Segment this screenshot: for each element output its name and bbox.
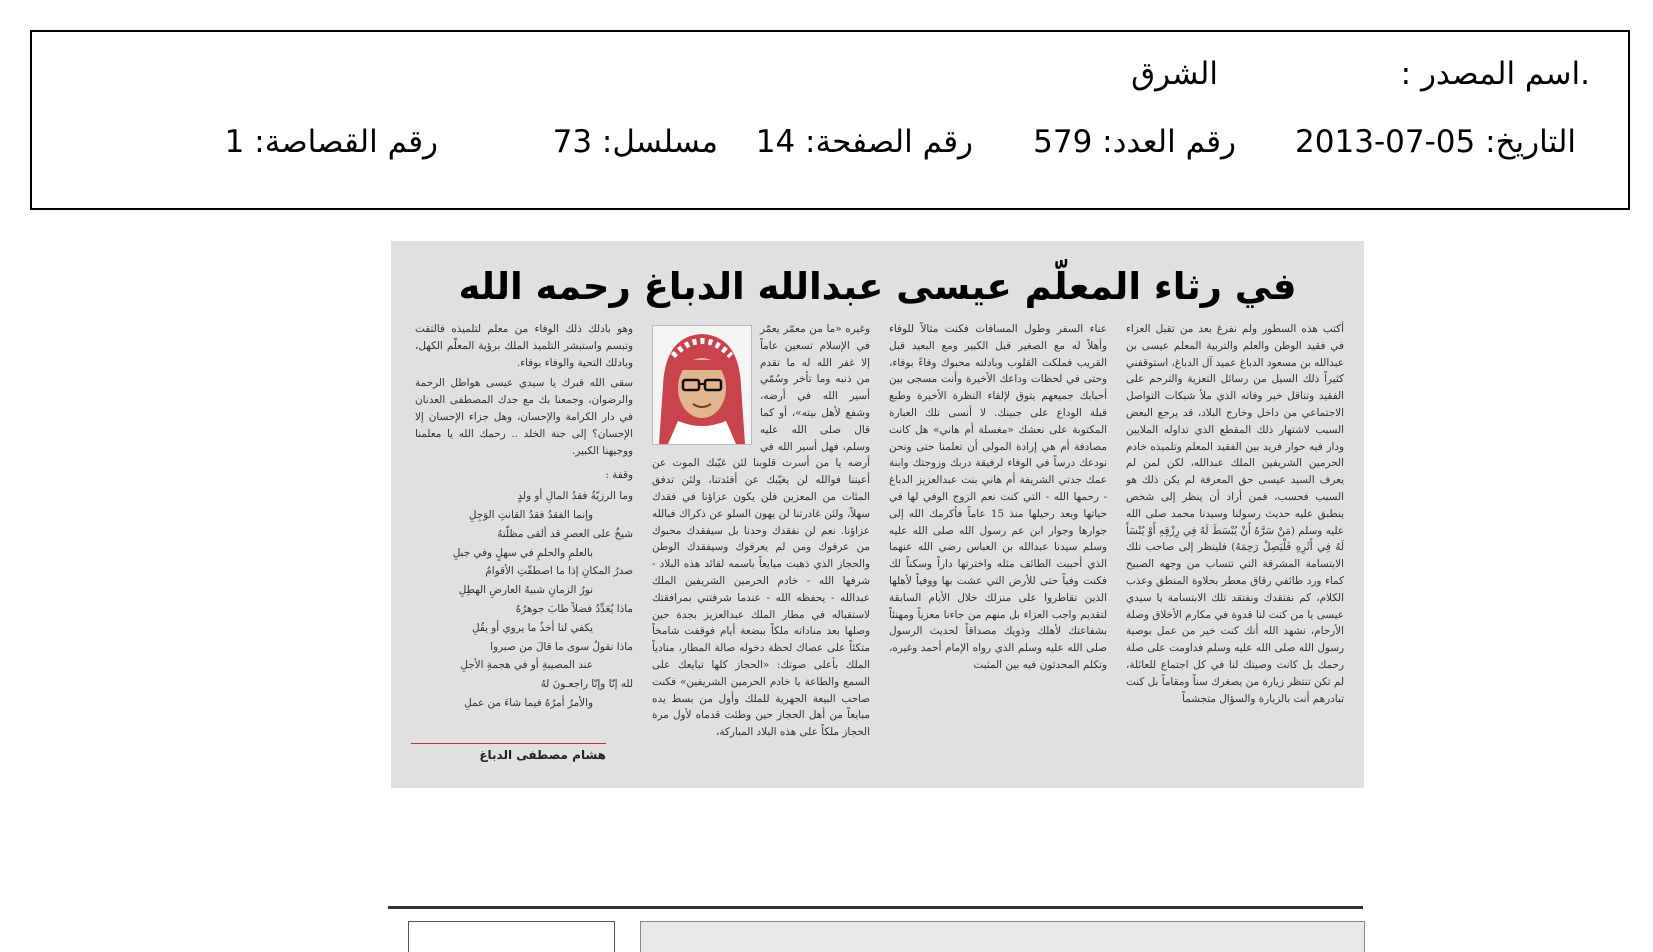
poem-line: يكفي لنا أخذُ ما يروي أو يقُلِ bbox=[471, 621, 593, 634]
author-signature: هشام مصطفى الدباغ bbox=[411, 743, 606, 762]
source-label: .اسم المصدر : bbox=[1400, 56, 1590, 92]
serial-field: مسلسل: 73 bbox=[552, 124, 718, 160]
page-number-field: رقم الصفحة: 14 bbox=[755, 124, 973, 160]
poem-line: صدرُ المكانِ إذا ما اصطفّتِ الأقوامُ bbox=[485, 565, 633, 578]
poem-title: وقفة : bbox=[605, 469, 633, 482]
article-column-1 bbox=[1126, 321, 1344, 771]
bottom-divider bbox=[388, 906, 1363, 909]
poem-line: وإنما الفقدُ فقدُ القانتِ الوَجِلِ bbox=[468, 508, 593, 521]
poem-line: ماذا يُعَدِّدُ فضلاً طابَ جوهرُهُ bbox=[515, 602, 633, 615]
article-headline: في رثاء المعلّم عيسى عبدالله الدباغ رحمه الله bbox=[458, 265, 1297, 308]
column-4-intro: وهو بادلك ذلك الوفاء من معلم لتلميذه فالتقت وتبسم واستبشر التلميذ الملك برؤية المعلّم الكهل، وبادلك التحية والوفاء بوفاء. bbox=[415, 323, 633, 369]
poem-line: ماذا نقولُ سوى ما قالَ من صبروا bbox=[490, 640, 633, 653]
next-clipping-box-right bbox=[640, 921, 1365, 952]
poem-line: وما الرزيّةُ فقدُ المالِ أو ولدٍ bbox=[517, 490, 633, 503]
column-4-prayer: سقى الله قبرك يا سيدي عيسى هواطل الرحمة والرضوان، وجمعنا بك مع جدك المصطفى العدنان في دار الكرامة والإحسان، وهل جزاء الإحسان إلا الإحسان؟ إلى جنة الخلد .. رحمك الله يا معلمنا ووجيهنا الكبير. bbox=[415, 377, 633, 457]
newspaper-clipping bbox=[391, 241, 1364, 788]
poem-line: لله إنّا وإنّا راجعـونَ لهُ bbox=[540, 678, 633, 691]
clip-number-field: رقم القصاصة: 1 bbox=[224, 124, 438, 160]
author-photo bbox=[652, 325, 752, 445]
article-column-3 bbox=[652, 321, 870, 771]
article-column-2 bbox=[889, 321, 1107, 771]
portrait-icon bbox=[653, 326, 751, 444]
article-column-4 bbox=[415, 321, 633, 741]
column-3-text: وغيره «ما من معمّر يعمّر في الإسلام تسعين عاماً إلا غفر الله له ما تقدم من ذنبه وما تأخر وسُمّي أسير الله في أرضه، وشفع لأهل بيته»، أو كما قال صلى الله عليه وسلم، فهل أسير الله في أرضه يا من أسرت قلوبنا لئن غيّبك الموت عن أعيننا فوالله لن يغيّبك عن أفئدتنا، ولئن تدفق المئات من المعزين فلن يكون عزاؤنا في فقدك سهلاً، ولئن غادرتنا لن يهون السلو عن ذكراك فبالله عزاؤنا. نعم لن نفقدك وحدنا بل سيفقدك محبوك من عرفوك ومن لم يعرفوك وسيفقدك الوطن والحجاز الذي ذهبت مبايعاً باسمه لقائد هذه البلاد - شرفها الله - خادم الحرمين الشريفين الملك عبدالله - يحفظه الله - عندما شرفتني بمرافقتك لاستقباله في مطار الملك عبدالعزيز بجدة حين وصلها بعد مناداته ملكاً ببضعة أيام فوقفت شامخاً متكئاً على عصاك لحظة دخوله صالة المطار، منادياً الملك بأعلى صوتك: «الحجاز كلها تبايعك على السمع والطاعة يا خادم الحرمين الشريفين» فكنت صاحب البيعة الجهرية للملك وأول من بسط يده مبايعاً من أهل الحجاز حين وطئت قدماه لأول مرة الحجاز ملكاً على هذه البلاد المباركة، bbox=[652, 323, 870, 739]
date-field: التاريخ: 05-07-2013 bbox=[1295, 124, 1576, 160]
poem-line: والأمرُ أمرُهُ فيما شاءَ من عملِ bbox=[464, 696, 593, 709]
poem-line: شيخٌ على العصرِ قد ألقى مظلّتهُ bbox=[497, 527, 633, 540]
poem-block bbox=[415, 488, 633, 712]
column-1-text: أكتب هذه السطور ولم نفرغ بعد من تقبل العزاء في فقيد الوطن والعلم والتربية المعلم عيسى بن عبدالله بن مسعود الدباغ عميد آل الدباغ، استوقفني كثيراً ذلك السيل من رسائل التعزية والترحم على الفقيد وتناقل خبر وفاته الذي ملأ شبكات التواصل الاجتماعي من داخل وخارج البلاد، قد يرجع البعض السبب لاشتهار ذلك المقطع الذي تداوله الملايين ودار فيه حوار فريد بين الفقيد المعلم وتلميذه خادم الحرمين الشريفين الملك عبدالله، لكن لمن لم يعرف السيد عيسى حق المعرفة لم يكن ذلك هو السبب فحسب، فمن أراد أن ينظر إلى شخص ينطبق عليه حديث رسولنا وسيدنا محمد صلى الله عليه وسلم (مَنْ سَرَّهُ أَنْ يُبْسَطَ لَهُ فِي رِزْقِهِ أَوْ يُنْسَأَ لَهُ فِي أَثَرِهِ فَلْيَصِلْ رَحِمَهُ) فلينظر إلى صاحب تلك الابتسامة المشرقة التي تتساب من وجهه الصبيح كماء ورد طائفي رقاق معطر بحلاوة المنطق وعذب الكلام، كم نفتقدك ونفتقد تلك الابتسامة يا سيدي عيسى يا من كنت لنا قدوة في مكارم الأخلاق وصلة الأرحام، نشهد الله أنك كنت خير من عمل بوصية رسول الله صلى الله عليه وسلم فداومت على صلة رحمك بل كانت وصيتك لنا في كل اجتماع للعائلة، لم تكن تنتظر زيارة من يصغرك سناً ومقاماً بل كنت تبادرهم أنت بالزيارة والسؤال متجشماً bbox=[1126, 323, 1344, 705]
column-2-text: عناء السفر وطول المسافات فكنت مثالاً للوفاء وأهلاً له مع الصغير قبل الكبير ومع البعيد قبل القريب فملكت القلوب وبادلته محبوك وفاءً بوفاء، وحتى في لحظات وداعك الأخيرة وأنت مسجى بين أحبابك جميعهم يتوق لإلقاء النظرة الأخيرة وطبع قبلة الوداع على جبينك. لا أنسى تلك العبارة المكتوبة على نعشك «مغسلة أم هاني» هل كانت مصادفة أم هي إرادة المولى أن تعلمنا حتى ونحن نودعك درساً في الوفاء لرفيقة دربك وزوجتك وابنة عمك جدتي الشريفة أم هاني بنت عبدالعزيز الدباغ - رحمها الله - التي كنت نعم الزوج الوفي لها في حياتها وبعد رحيلها منذ 15 عاماً فأكرمك الله إلى جوارها وجوار ابن عم رسول الله صلى الله عليه وسلم سيدنا عبدالله بن العباس رضي الله عنهما الذي أحببت الطائف مثله واخترتها داراً وسكناً لك فكنت وفياً حتى للأرض التي عشت بها ووفياً لأهلها الذين تقاطروا على منزلك خلال الأيام السابقة لتقديم واجب العزاء بل منهم من جاءنا معزياً ومهنئاً بشفاعتك لأهلك وذويك مصداقاً لحديث الرسول صلى الله عليه وسلم الذي رواه الإمام أحمد وغيره، وتكلم المحدثون فيه بين المثبت bbox=[889, 323, 1107, 671]
poem-line: نورُ الزمانِ شبيهُ العارضِ الهطِلِ bbox=[458, 584, 593, 597]
issue-number-field: رقم العدد: 579 bbox=[1033, 124, 1236, 160]
poem-line: بالعلمِ والحلمِ في سهلٍ وفي جبلِ bbox=[452, 546, 593, 559]
poem-line: عند المصيبةِ أو في هجمةِ الأجلِ bbox=[460, 659, 593, 672]
source-value: الشرق bbox=[1131, 56, 1218, 92]
document-header-box bbox=[30, 30, 1630, 210]
next-clipping-box-left bbox=[408, 921, 615, 952]
